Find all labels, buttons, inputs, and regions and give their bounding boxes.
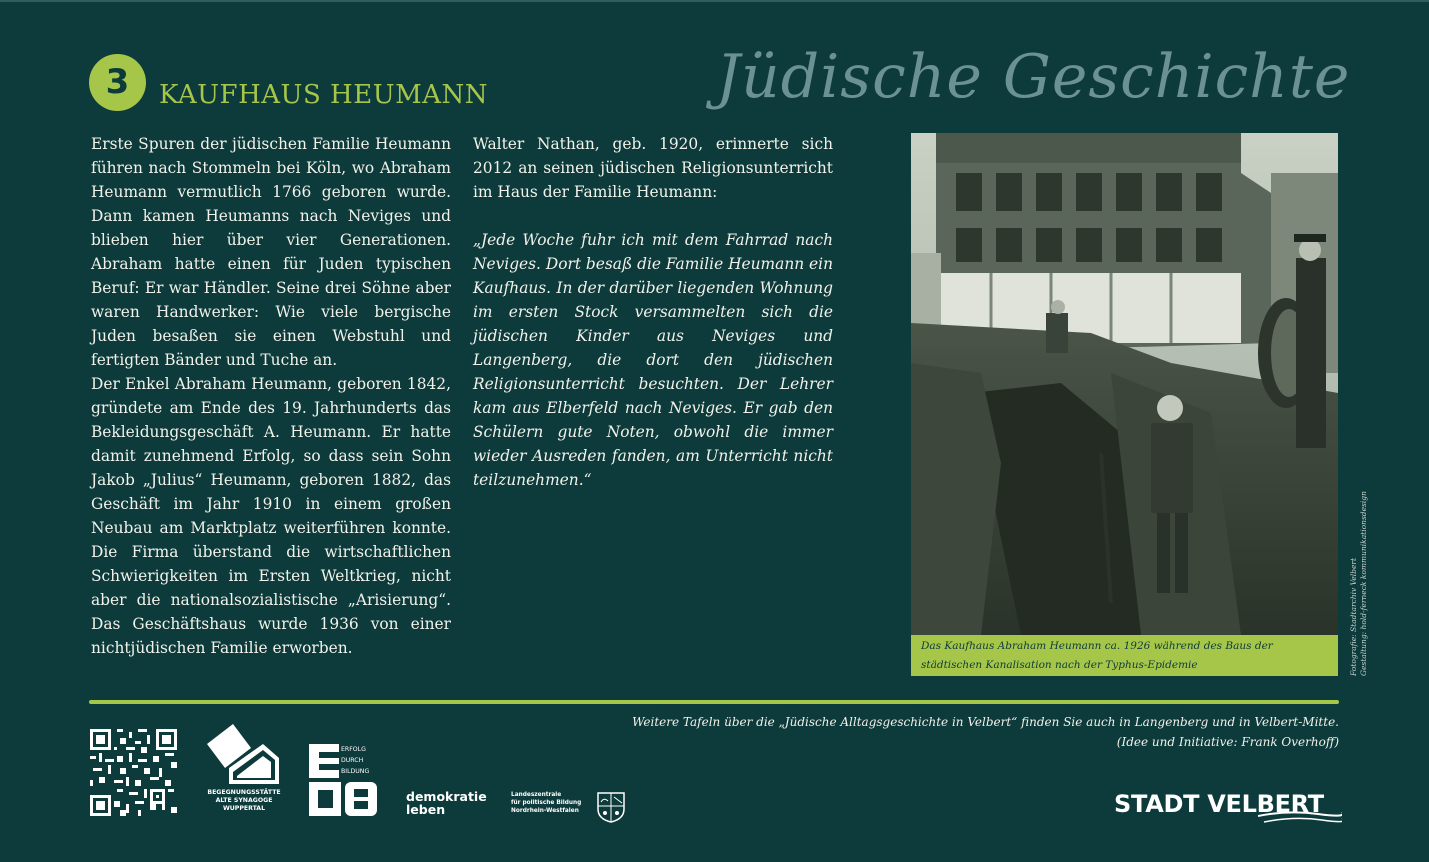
section-title: KAUFHAUS HEUMANN (159, 80, 489, 110)
paragraph: Der Enkel Abraham Heumann, geboren 1842, gründete am Ende des 19. Jahrhunderts das Bekleidungsgeschäft A. Heumann. Er hatte damit zunehmend Erfolg, so dass sein Sohn Jakob „Julius“ Heumann, geboren 1882, das Geschäft im Jahr 1910 in einem großen Neubau am Marktplatz weiterführen konnte. Die Firma überstand die wirtschaftlichen Schwierigkeiten im Ersten Weltkrieg, nicht aber die nationalsozialistische „Arisierung“. Das Geschäftshaus wurde 1936 von einer nichtjüdischen Familie erworben. (91, 375, 451, 657)
logo-landeszentrale (511, 791, 581, 815)
photo-credits (1349, 491, 1429, 676)
logo-stadt-velbert: STADT VELBERT (1114, 790, 1324, 818)
top-border (0, 0, 1429, 2)
synagoge-icon (203, 722, 285, 788)
footer-note (600, 712, 1339, 752)
text-column-1 (91, 132, 451, 660)
demokratie-line1: demokratie (406, 789, 487, 804)
quote-paragraph: „Jede Woche fuhr ich mit dem Fahrrad nach Neviges. Dort besaß die Familie Heumann ein Kaufhaus. In der darüber liegenden Wohnung im ersten Stock versammelten sich die jüdischen Kinder aus Neviges und Langenberg, die dort den jüdischen Religionsunterricht besuchten. Der Lehrer kam aus Elberfeld nach Neviges. Er gab den Schülern gute Noten, obwohl die immer wieder Ausreden fanden, am Unterricht nicht teilzunehmen.“ (473, 231, 833, 489)
logo-alte-synagoge (203, 722, 285, 818)
synagoge-line1: BEGEGNUNGSSTÄTTE (207, 789, 281, 796)
logo-demokratie-leben (406, 790, 487, 816)
divider-rule (89, 700, 1339, 704)
demokratie-line2: leben (406, 802, 446, 817)
footer-note-line2: (Idee und Initiative: Frank Overhoff) (1116, 735, 1339, 749)
lz-line1: Landeszentrale (511, 792, 562, 798)
text-column-2 (473, 132, 833, 492)
photo-caption: Das Kaufhaus Abraham Heumann ca. 1926 während des Baus der städtischen Kanalisation nach der Typhus-Epidemie (911, 635, 1338, 676)
edb-words (341, 744, 369, 777)
synagoge-line2: ALTE SYNAGOGE (215, 797, 273, 804)
photo-illustration (911, 133, 1338, 635)
panel-number-badge: 3 (89, 54, 146, 111)
credit-photo: Fotografie: Stadtarchiv Velbert (1349, 558, 1358, 676)
paragraph-intro: Walter Nathan, geb. 1920, erinnerte sich 2012 an seinen jüdischen Religionsunterricht im Haus der Familie Heumann: (473, 135, 833, 201)
edb-word: BILDUNG (341, 768, 370, 775)
lz-line2: für politische Bildung (511, 800, 582, 806)
paragraph: Erste Spuren der jüdischen Familie Heumann führen nach Stommeln bei Köln, wo Abraham Heumann vermutlich 1766 geboren wurde. Dann kamen Heumanns nach Neviges und blieben hier über vier Generationen. Abraham hatte einen für Juden typischen Beruf: Er war Händler. Seine drei Söhne aber waren Handwerker: Wie viele bergische Juden besaßen sie einen Webstuhl und fertigten Bänder und Tuche an. (91, 135, 451, 369)
qr-code[interactable] (90, 729, 177, 816)
main-title: Jüdische Geschichte (716, 42, 1351, 112)
edb-word: ERFOLG (341, 746, 366, 753)
synagoge-line3: WUPPERTAL (222, 805, 266, 812)
historic-photo (911, 133, 1338, 635)
velbert-swoosh-icon (1258, 808, 1342, 826)
nrw-coat-of-arms-icon (596, 791, 626, 823)
credit-design: Gestaltung: hold-ferneck kommunikationsdesign (1359, 491, 1368, 676)
lz-line3: Nordrhein-Westfalen (511, 808, 579, 814)
footer-note-line1: Weitere Tafeln über die „Jüdische Alltagsgeschichte in Velbert“ finden Sie auch in Langenberg und in Velbert-Mitte. (632, 715, 1339, 729)
edb-word: DURCH (341, 757, 364, 764)
